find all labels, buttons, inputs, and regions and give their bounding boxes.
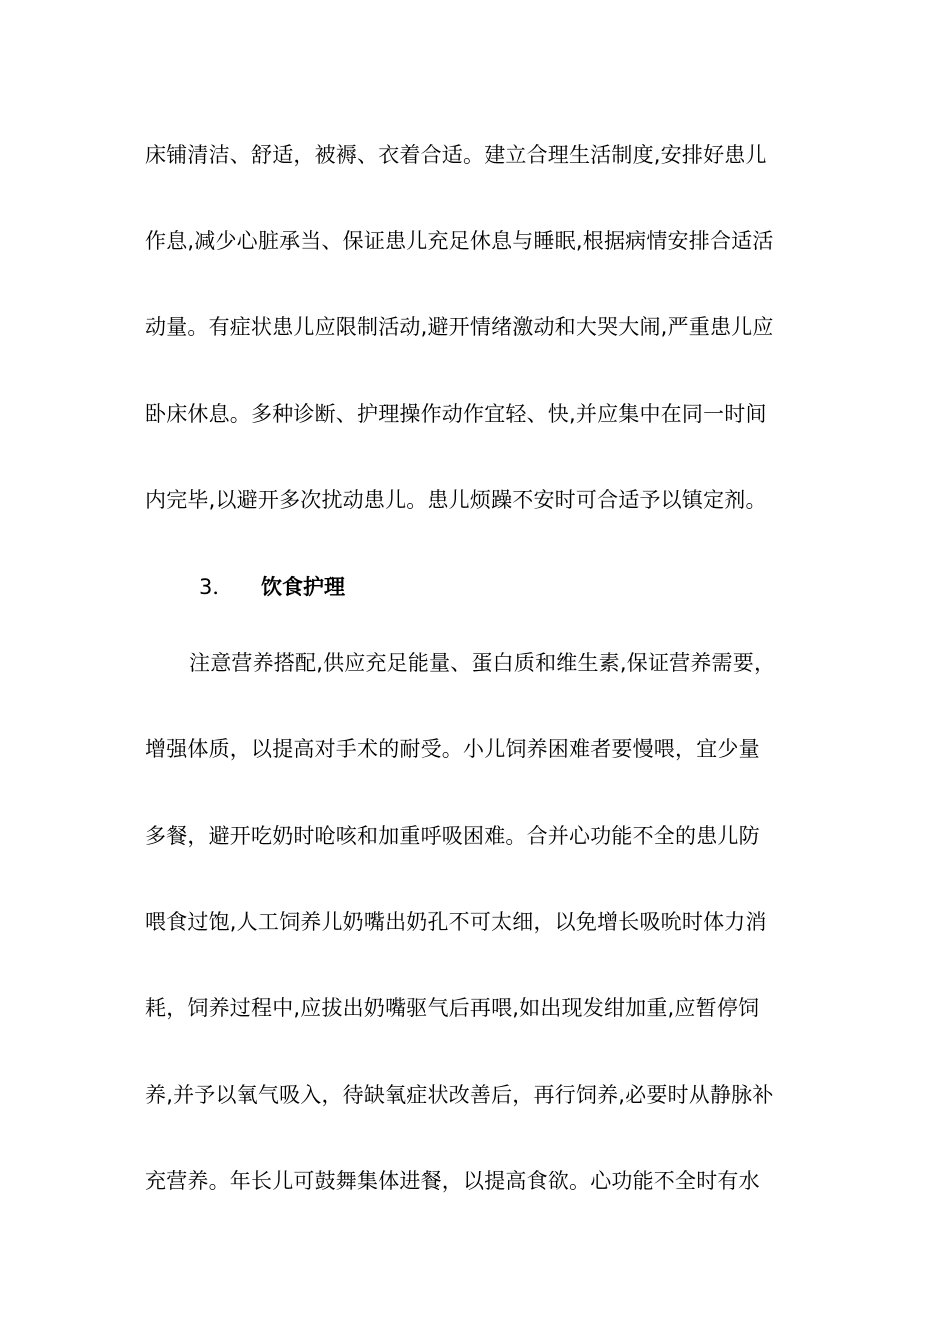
paragraph-line: 增强体质，以提高对手术的耐受。小儿饲养困难者要慢喂，宜少量 (145, 737, 760, 761)
paragraph-line: 内完毕,以避开多次扰动患儿。患儿烦躁不安时可合适予以镇定剂。 (145, 488, 767, 512)
paragraph-line: 充营养。年长儿可鼓舞集体进餐，以提高食欲。心功能不全时有水 (145, 1169, 760, 1193)
paragraph-line: 动量。有症状患儿应限制活动,避开情绪激动和大哭大闹,严重患儿应 (145, 315, 774, 339)
paragraph-line: 多餐，避开吃奶时呛咳和加重呼吸困难。合并心功能不全的患儿防 (145, 824, 760, 848)
section-title: 饮食护理 (261, 575, 345, 599)
paragraph-line: 注意营养搭配,供应充足能量、蛋白质和维生素,保证营养需要， (189, 651, 776, 675)
paragraph-line: 卧床休息。多种诊断、护理操作动作宜轻、快,并应集中在同一时间 (145, 402, 767, 426)
section-number: 3． (199, 575, 234, 599)
paragraph-line: 养,并予以氧气吸入，待缺氧症状改善后，再行饲养,必要时从静脉补 (145, 1083, 774, 1107)
paragraph-line: 床铺清洁、舒适，被褥、衣着合适。建立合理生活制度,安排好患儿 (145, 143, 767, 167)
paragraph-line: 耗，饲养过程中,应拔出奶嘴驱气后再喂,如出现发绀加重,应暂停饲 (145, 996, 760, 1020)
paragraph-line: 喂食过饱,人工饲养儿奶嘴出奶孔不可太细，以免增长吸吮时体力消 (145, 910, 767, 934)
paragraph-line: 作息,减少心脏承当、保证患儿充足休息与睡眠,根据病情安排合适活 (145, 229, 774, 253)
